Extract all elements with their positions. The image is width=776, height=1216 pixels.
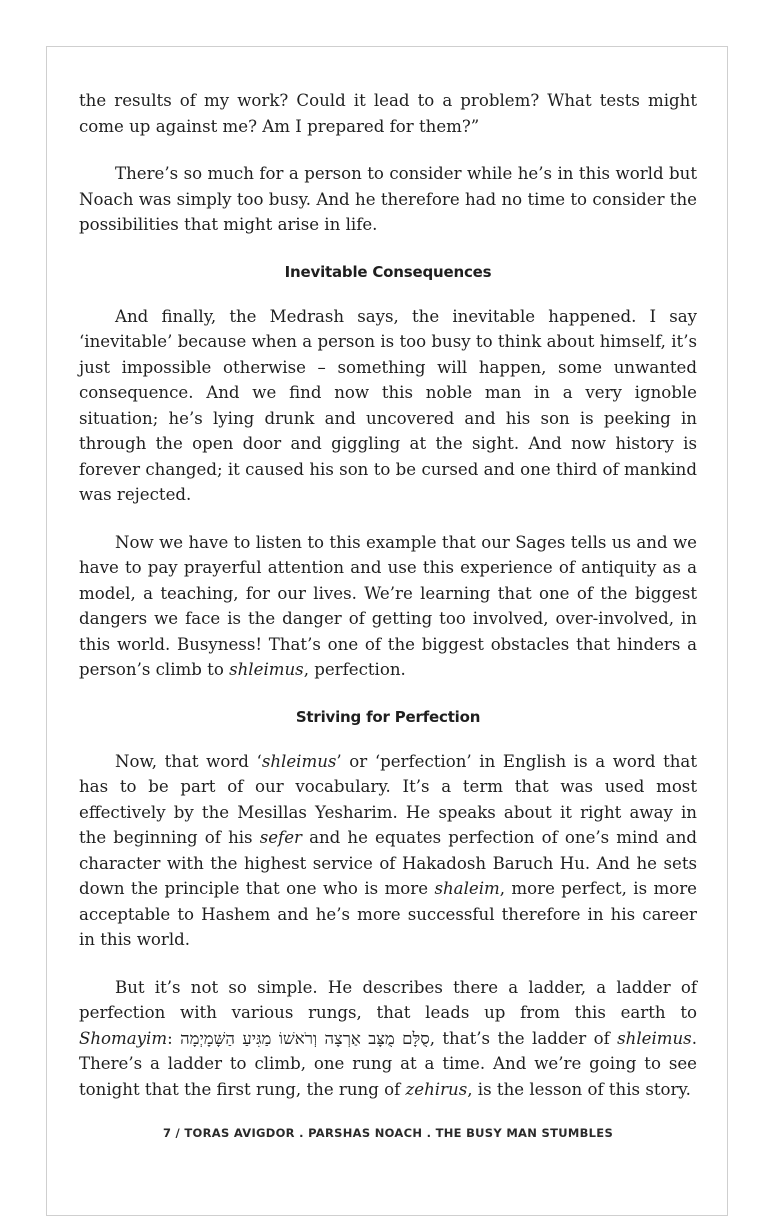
page-content bbox=[79, 88, 697, 1102]
hebrew-verse: סֻלָּם מֻצָּב אַרְצָה וְרֹאשׁוֹ מַגִּיעַ הַשָּׁמָיְמָה bbox=[180, 1028, 430, 1048]
paragraph-continuation: the results of my work? Could it lead to a problem? What tests might come up against me? Am I prepared for them?” bbox=[79, 91, 697, 136]
paragraph-busyness: Now we have to listen to this example that our Sages tells us and we have to pay prayerful attention and use this experience of antiquity as a model, a teaching, for our lives. We’re learning that one of the biggest dangers we face is the danger of getting too involved, over-involved, in this world. Busyness! That’s one of the biggest obstacles that hinders a person’s climb to shleimus, perfection. bbox=[79, 532, 697, 679]
paragraph-shleimus: Now, that word ‘shleimus’ or ‘perfection’ in English is a word that has to be part of our vocabulary. It’s a term that was used most effectively by the Mesillas Yesharim. He speaks about it right away in the beginning of his sefer and he equates perfection of one’s mind and character with the highest service of Hakadosh Baruch Hu. And he sets down the principle that one who is more shaleim, more perfect, is more acceptable to Hashem and he’s more successful therefore in his career in this world. bbox=[79, 751, 698, 949]
paragraph-ladder: But it’s not so simple. He describes there a ladder, a ladder of perfection with various rungs, that leads up from this earth to Shomayim: סֻלָּם מֻצָּב אַרְצָה וְרֹאשׁוֹ מַגִּיעַ הַשָּׁמָיְמָה, that’s the ladder of shleimus. There’s a ladder to climb, one rung at a time. And we’re going to see tonight that the first rung, the rung of zehirus, is the lesson of this story. bbox=[79, 977, 697, 1099]
paragraph-noach-busy: There’s so much for a person to consider while he’s in this world but Noach was simply too busy. And he therefore had no time to consider the possibilities that might arise in life. bbox=[79, 164, 697, 234]
page-footer: 7 / TORAS AVIGDOR . PARSHAS NOACH . THE BUSY MAN STUMBLES bbox=[162, 1126, 614, 1140]
paragraph-medrash: And finally, the Medrash says, the inevitable happened. I say ‘inevitable’ because when a person is too busy to think about himself, it’s just impossible otherwise – something will happen, some unwanted consequence. And we find now this noble man in a very ignoble situation; he’s lying drunk and uncovered and his son is peeking in through the open door and giggling at the sight. And now history is forever changed; it caused his son to be cursed and one third of mankind was rejected. bbox=[79, 306, 697, 504]
heading-inevitable-consequences: Inevitable Consequences bbox=[284, 262, 492, 281]
heading-striving-for-perfection: Striving for Perfection bbox=[295, 707, 481, 726]
